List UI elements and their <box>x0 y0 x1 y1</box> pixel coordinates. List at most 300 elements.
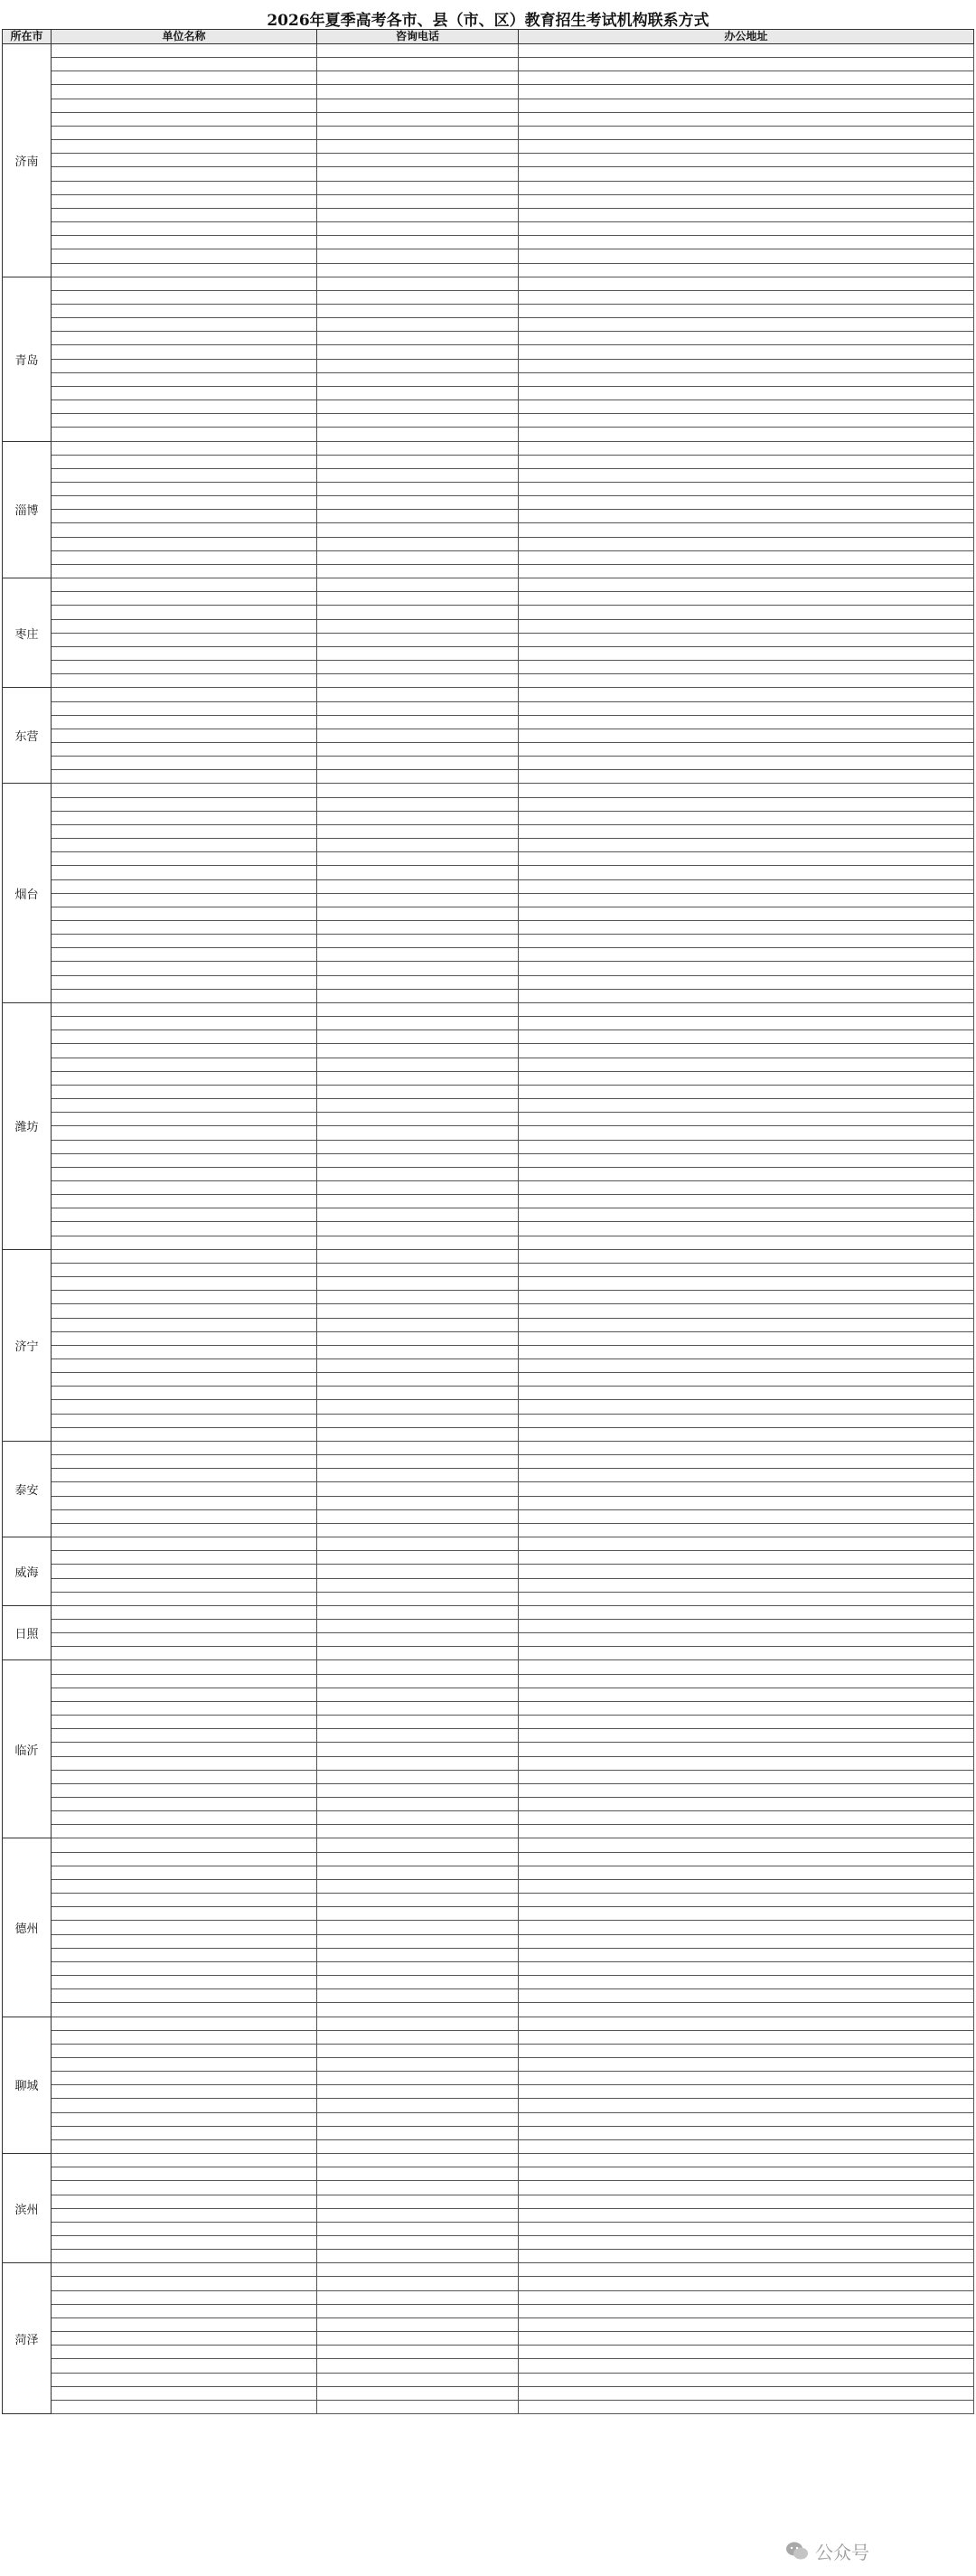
table-row <box>3 1277 974 1291</box>
phone-cell <box>317 1674 519 1688</box>
unit-cell <box>52 1756 317 1770</box>
phone-cell <box>317 2139 519 2153</box>
phone-cell <box>317 1729 519 1743</box>
unit-cell <box>52 359 317 372</box>
table-row <box>3 975 974 989</box>
address-cell <box>519 140 974 154</box>
address-cell <box>519 646 974 660</box>
address-cell <box>519 1701 974 1715</box>
table-row <box>3 1811 974 1825</box>
table-row <box>3 1907 974 1921</box>
address-cell <box>519 1318 974 1331</box>
unit-cell <box>52 1798 317 1811</box>
address-cell <box>519 222 974 236</box>
phone-cell <box>317 770 519 784</box>
table-row <box>3 1236 974 1249</box>
phone-cell <box>317 441 519 455</box>
address-cell <box>519 1879 974 1893</box>
table-row <box>3 1674 974 1688</box>
unit-cell <box>52 1400 317 1414</box>
table-row <box>3 1496 974 1509</box>
unit-cell <box>52 304 317 317</box>
address-cell <box>519 962 974 975</box>
phone-cell <box>317 332 519 345</box>
unit-cell <box>52 1441 317 1454</box>
phone-cell <box>317 1838 519 1852</box>
address-cell <box>519 1140 974 1153</box>
address-cell <box>519 1783 974 1797</box>
address-cell <box>519 290 974 304</box>
phone-cell <box>317 1592 519 1605</box>
unit-cell <box>52 249 317 263</box>
unit-cell <box>52 1743 317 1756</box>
table-row <box>3 1551 974 1565</box>
address-cell <box>519 606 974 619</box>
table-row <box>3 2112 974 2126</box>
address-cell <box>519 1071 974 1085</box>
address-cell <box>519 1180 974 1194</box>
address-cell <box>519 907 974 920</box>
unit-cell <box>52 688 317 701</box>
address-cell <box>519 1126 974 1140</box>
phone-cell <box>317 1482 519 1496</box>
table-row <box>3 1605 974 1619</box>
unit-cell <box>52 386 317 400</box>
table-row <box>3 661 974 674</box>
phone-cell <box>317 537 519 550</box>
unit-cell <box>52 1085 317 1098</box>
table-row <box>3 1523 974 1537</box>
table-row <box>3 2263 974 2277</box>
table-row <box>3 2208 974 2222</box>
phone-cell <box>317 1263 519 1276</box>
phone-cell <box>317 1373 519 1387</box>
table-row <box>3 496 974 510</box>
unit-cell <box>52 811 317 824</box>
phone-cell <box>317 1948 519 1961</box>
phone-cell <box>317 729 519 742</box>
phone-cell <box>317 510 519 523</box>
table-row <box>3 1701 974 1715</box>
table-body <box>3 44 974 2414</box>
table-row <box>3 1331 974 1345</box>
unit-cell <box>52 1222 317 1236</box>
phone-cell <box>317 2085 519 2099</box>
address-cell <box>519 1291 974 1304</box>
address-cell <box>519 2057 974 2071</box>
contact-table-container <box>2 29 973 2414</box>
phone-cell <box>317 1660 519 1674</box>
phone-cell <box>317 1756 519 1770</box>
unit-cell <box>52 1208 317 1222</box>
phone-cell <box>317 674 519 688</box>
phone-cell <box>317 661 519 674</box>
unit-cell <box>52 1496 317 1509</box>
address-cell <box>519 1058 974 1071</box>
table-row <box>3 757 974 770</box>
table-row <box>3 1838 974 1852</box>
unit-cell <box>52 428 317 441</box>
address-cell <box>519 1113 974 1126</box>
table-row <box>3 140 974 154</box>
unit-cell <box>52 770 317 784</box>
phone-cell <box>317 1304 519 1318</box>
address-cell <box>519 824 974 838</box>
address-cell <box>519 2304 974 2317</box>
address-cell <box>519 2236 974 2250</box>
table-row <box>3 1058 974 1071</box>
unit-cell <box>52 2373 317 2386</box>
phone-cell <box>317 701 519 715</box>
unit-cell <box>52 2195 317 2208</box>
unit-cell <box>52 1263 317 1276</box>
address-cell <box>519 2139 974 2153</box>
phone-cell <box>317 2003 519 2017</box>
phone-cell <box>317 1633 519 1647</box>
phone-cell <box>317 1688 519 1701</box>
unit-cell <box>52 2085 317 2099</box>
unit-cell <box>52 1140 317 1153</box>
table-row <box>3 1126 974 1140</box>
phone-cell <box>317 1071 519 1085</box>
phone-cell <box>317 318 519 332</box>
address-cell <box>519 688 974 701</box>
phone-cell <box>317 550 519 564</box>
phone-cell <box>317 619 519 633</box>
phone-cell <box>317 428 519 441</box>
column-header-phone: 咨询电话 <box>317 30 519 44</box>
phone-cell <box>317 1180 519 1194</box>
phone-cell <box>317 1387 519 1400</box>
unit-cell <box>52 1291 317 1304</box>
city-cell: 枣庄 <box>3 578 52 688</box>
address-cell <box>519 1469 974 1482</box>
phone-cell <box>317 1811 519 1825</box>
unit-cell <box>52 2208 317 2222</box>
unit-cell <box>52 1551 317 1565</box>
city-cell: 泰安 <box>3 1441 52 1537</box>
table-row <box>3 359 974 372</box>
phone-cell <box>317 167 519 181</box>
column-header-city: 所在市 <box>3 30 52 44</box>
phone-cell <box>317 2154 519 2167</box>
table-row <box>3 167 974 181</box>
address-cell <box>519 2277 974 2290</box>
table-row <box>3 1825 974 1838</box>
table-row <box>3 1345 974 1359</box>
unit-cell <box>52 935 317 948</box>
table-row <box>3 1934 974 1948</box>
wechat-icon <box>784 2538 810 2563</box>
address-cell <box>519 2154 974 2167</box>
unit-cell <box>52 468 317 482</box>
phone-cell <box>317 126 519 139</box>
unit-cell <box>52 441 317 455</box>
phone-cell <box>317 948 519 962</box>
unit-cell <box>52 99 317 112</box>
phone-cell <box>317 1934 519 1948</box>
unit-cell <box>52 537 317 550</box>
unit-cell <box>52 1537 317 1551</box>
unit-cell <box>52 893 317 907</box>
unit-cell <box>52 1716 317 1729</box>
table-row <box>3 2359 974 2373</box>
table-row <box>3 332 974 345</box>
phone-cell <box>317 2373 519 2386</box>
unit-cell <box>52 2236 317 2250</box>
address-cell <box>519 1592 974 1605</box>
address-cell <box>519 784 974 797</box>
phone-cell <box>317 1852 519 1866</box>
table-row <box>3 797 974 811</box>
unit-cell <box>52 1017 317 1030</box>
unit-cell <box>52 154 317 167</box>
unit-cell <box>52 1674 317 1688</box>
table-row <box>3 181 974 194</box>
city-cell: 德州 <box>3 1838 52 2017</box>
phone-cell <box>317 1866 519 1879</box>
address-cell <box>519 2017 974 2030</box>
unit-cell <box>52 606 317 619</box>
table-row <box>3 893 974 907</box>
city-cell: 青岛 <box>3 277 52 441</box>
unit-cell <box>52 1976 317 1989</box>
address-cell <box>519 1743 974 1756</box>
table-row <box>3 510 974 523</box>
table-row <box>3 701 974 715</box>
unit-cell <box>52 1578 317 1592</box>
table-row <box>3 455 974 468</box>
unit-cell <box>52 1592 317 1605</box>
document-title: 2026年夏季高考各市、县（市、区）教育招生考试机构联系方式 <box>267 12 709 30</box>
unit-cell <box>52 2099 317 2112</box>
unit-cell <box>52 2222 317 2235</box>
unit-cell <box>52 2167 317 2181</box>
phone-cell <box>317 1455 519 1469</box>
table-row <box>3 770 974 784</box>
unit-cell <box>52 483 317 496</box>
address-cell <box>519 441 974 455</box>
address-cell <box>519 58 974 71</box>
address-cell <box>519 126 974 139</box>
phone-cell <box>317 277 519 290</box>
unit-cell <box>52 194 317 208</box>
phone-cell <box>317 1783 519 1797</box>
address-cell <box>519 1688 974 1701</box>
unit-cell <box>52 2057 317 2071</box>
address-cell <box>519 2373 974 2386</box>
phone-cell <box>317 1565 519 1578</box>
address-cell <box>519 1798 974 1811</box>
unit-cell <box>52 208 317 221</box>
table-row <box>3 1633 974 1647</box>
unit-cell <box>52 1373 317 1387</box>
unit-cell <box>52 619 317 633</box>
phone-cell <box>317 2346 519 2359</box>
table-row <box>3 1113 974 1126</box>
table-row <box>3 2003 974 2017</box>
phone-cell <box>317 1236 519 1249</box>
address-cell <box>519 852 974 866</box>
table-row <box>3 550 974 564</box>
table-row <box>3 2400 974 2413</box>
phone-cell <box>317 2386 519 2400</box>
address-cell <box>519 935 974 948</box>
phone-cell <box>317 1085 519 1098</box>
unit-cell <box>52 2263 317 2277</box>
unit-cell <box>52 742 317 756</box>
address-cell <box>519 1195 974 1208</box>
unit-cell <box>52 1180 317 1194</box>
unit-cell <box>52 661 317 674</box>
unit-cell <box>52 907 317 920</box>
phone-cell <box>317 784 519 797</box>
phone-cell <box>317 866 519 879</box>
table-row <box>3 1044 974 1058</box>
unit-cell <box>52 701 317 715</box>
address-cell <box>519 277 974 290</box>
unit-cell <box>52 44 317 58</box>
phone-cell <box>317 2181 519 2195</box>
unit-cell <box>52 852 317 866</box>
phone-cell <box>317 1894 519 1907</box>
address-cell <box>519 249 974 263</box>
table-row <box>3 1318 974 1331</box>
unit-cell <box>52 345 317 359</box>
address-cell <box>519 496 974 510</box>
address-cell <box>519 112 974 126</box>
address-cell <box>519 2181 974 2195</box>
address-cell <box>519 263 974 277</box>
unit-cell <box>52 1565 317 1578</box>
address-cell <box>519 1345 974 1359</box>
table-row <box>3 1222 974 1236</box>
table-row <box>3 2099 974 2112</box>
phone-cell <box>317 1523 519 1537</box>
phone-cell <box>317 757 519 770</box>
address-cell <box>519 1605 974 1619</box>
address-cell <box>519 1085 974 1098</box>
address-cell <box>519 2167 974 2181</box>
phone-cell <box>317 2099 519 2112</box>
table-row <box>3 1879 974 1893</box>
phone-cell <box>317 290 519 304</box>
phone-cell <box>317 1961 519 1975</box>
unit-cell <box>52 1660 317 1674</box>
phone-cell <box>317 222 519 236</box>
table-row <box>3 1743 974 1756</box>
address-cell <box>519 701 974 715</box>
address-cell <box>519 1167 974 1180</box>
table-row <box>3 1455 974 1469</box>
table-row <box>3 962 974 975</box>
address-cell <box>519 797 974 811</box>
phone-cell <box>317 2017 519 2030</box>
address-cell <box>519 181 974 194</box>
table-row <box>3 537 974 550</box>
unit-cell <box>52 1414 317 1427</box>
unit-cell <box>52 140 317 154</box>
phone-cell <box>317 852 519 866</box>
unit-cell <box>52 879 317 893</box>
phone-cell <box>317 1208 519 1222</box>
unit-cell <box>52 1605 317 1619</box>
unit-cell <box>52 2003 317 2017</box>
table-row <box>3 592 974 606</box>
phone-cell <box>317 208 519 221</box>
unit-cell <box>52 1304 317 1318</box>
table-row <box>3 1153 974 1167</box>
table-row <box>3 372 974 386</box>
address-cell <box>519 2085 974 2099</box>
phone-cell <box>317 496 519 510</box>
unit-cell <box>52 2386 317 2400</box>
table-row <box>3 1565 974 1578</box>
phone-cell <box>317 935 519 948</box>
table-row <box>3 729 974 742</box>
column-header-address: 办公地址 <box>519 30 974 44</box>
city-cell: 临沂 <box>3 1660 52 1838</box>
table-row <box>3 784 974 797</box>
phone-cell <box>317 2112 519 2126</box>
unit-cell <box>52 1783 317 1797</box>
phone-cell <box>317 1921 519 1934</box>
table-row <box>3 441 974 455</box>
city-cell: 菏泽 <box>3 2263 52 2414</box>
address-cell <box>519 2290 974 2304</box>
phone-cell <box>317 1537 519 1551</box>
table-row <box>3 1770 974 1783</box>
unit-cell <box>52 277 317 290</box>
phone-cell <box>317 2167 519 2181</box>
table-row <box>3 852 974 866</box>
address-cell <box>519 167 974 181</box>
phone-cell <box>317 1469 519 1482</box>
table-row <box>3 428 974 441</box>
table-row <box>3 2346 974 2359</box>
table-row <box>3 578 974 592</box>
table-row <box>3 1894 974 1907</box>
table-row <box>3 263 974 277</box>
unit-cell <box>52 989 317 1002</box>
table-row <box>3 935 974 948</box>
address-cell <box>519 1523 974 1537</box>
table-row <box>3 58 974 71</box>
address-cell <box>519 1359 974 1373</box>
address-cell <box>519 1770 974 1783</box>
phone-cell <box>317 236 519 249</box>
table-row <box>3 1427 974 1441</box>
phone-cell <box>317 1113 519 1126</box>
table-row <box>3 1140 974 1153</box>
unit-cell <box>52 1113 317 1126</box>
phone-cell <box>317 140 519 154</box>
address-cell <box>519 2359 974 2373</box>
unit-cell <box>52 1167 317 1180</box>
table-row <box>3 1592 974 1605</box>
unit-cell <box>52 633 317 646</box>
table-row <box>3 606 974 619</box>
phone-cell <box>317 99 519 112</box>
unit-cell <box>52 290 317 304</box>
city-cell: 潍坊 <box>3 1002 52 1249</box>
phone-cell <box>317 715 519 729</box>
phone-cell <box>317 578 519 592</box>
phone-cell <box>317 1222 519 1236</box>
table-row <box>3 345 974 359</box>
city-cell: 日照 <box>3 1605 52 1660</box>
table-row <box>3 99 974 112</box>
